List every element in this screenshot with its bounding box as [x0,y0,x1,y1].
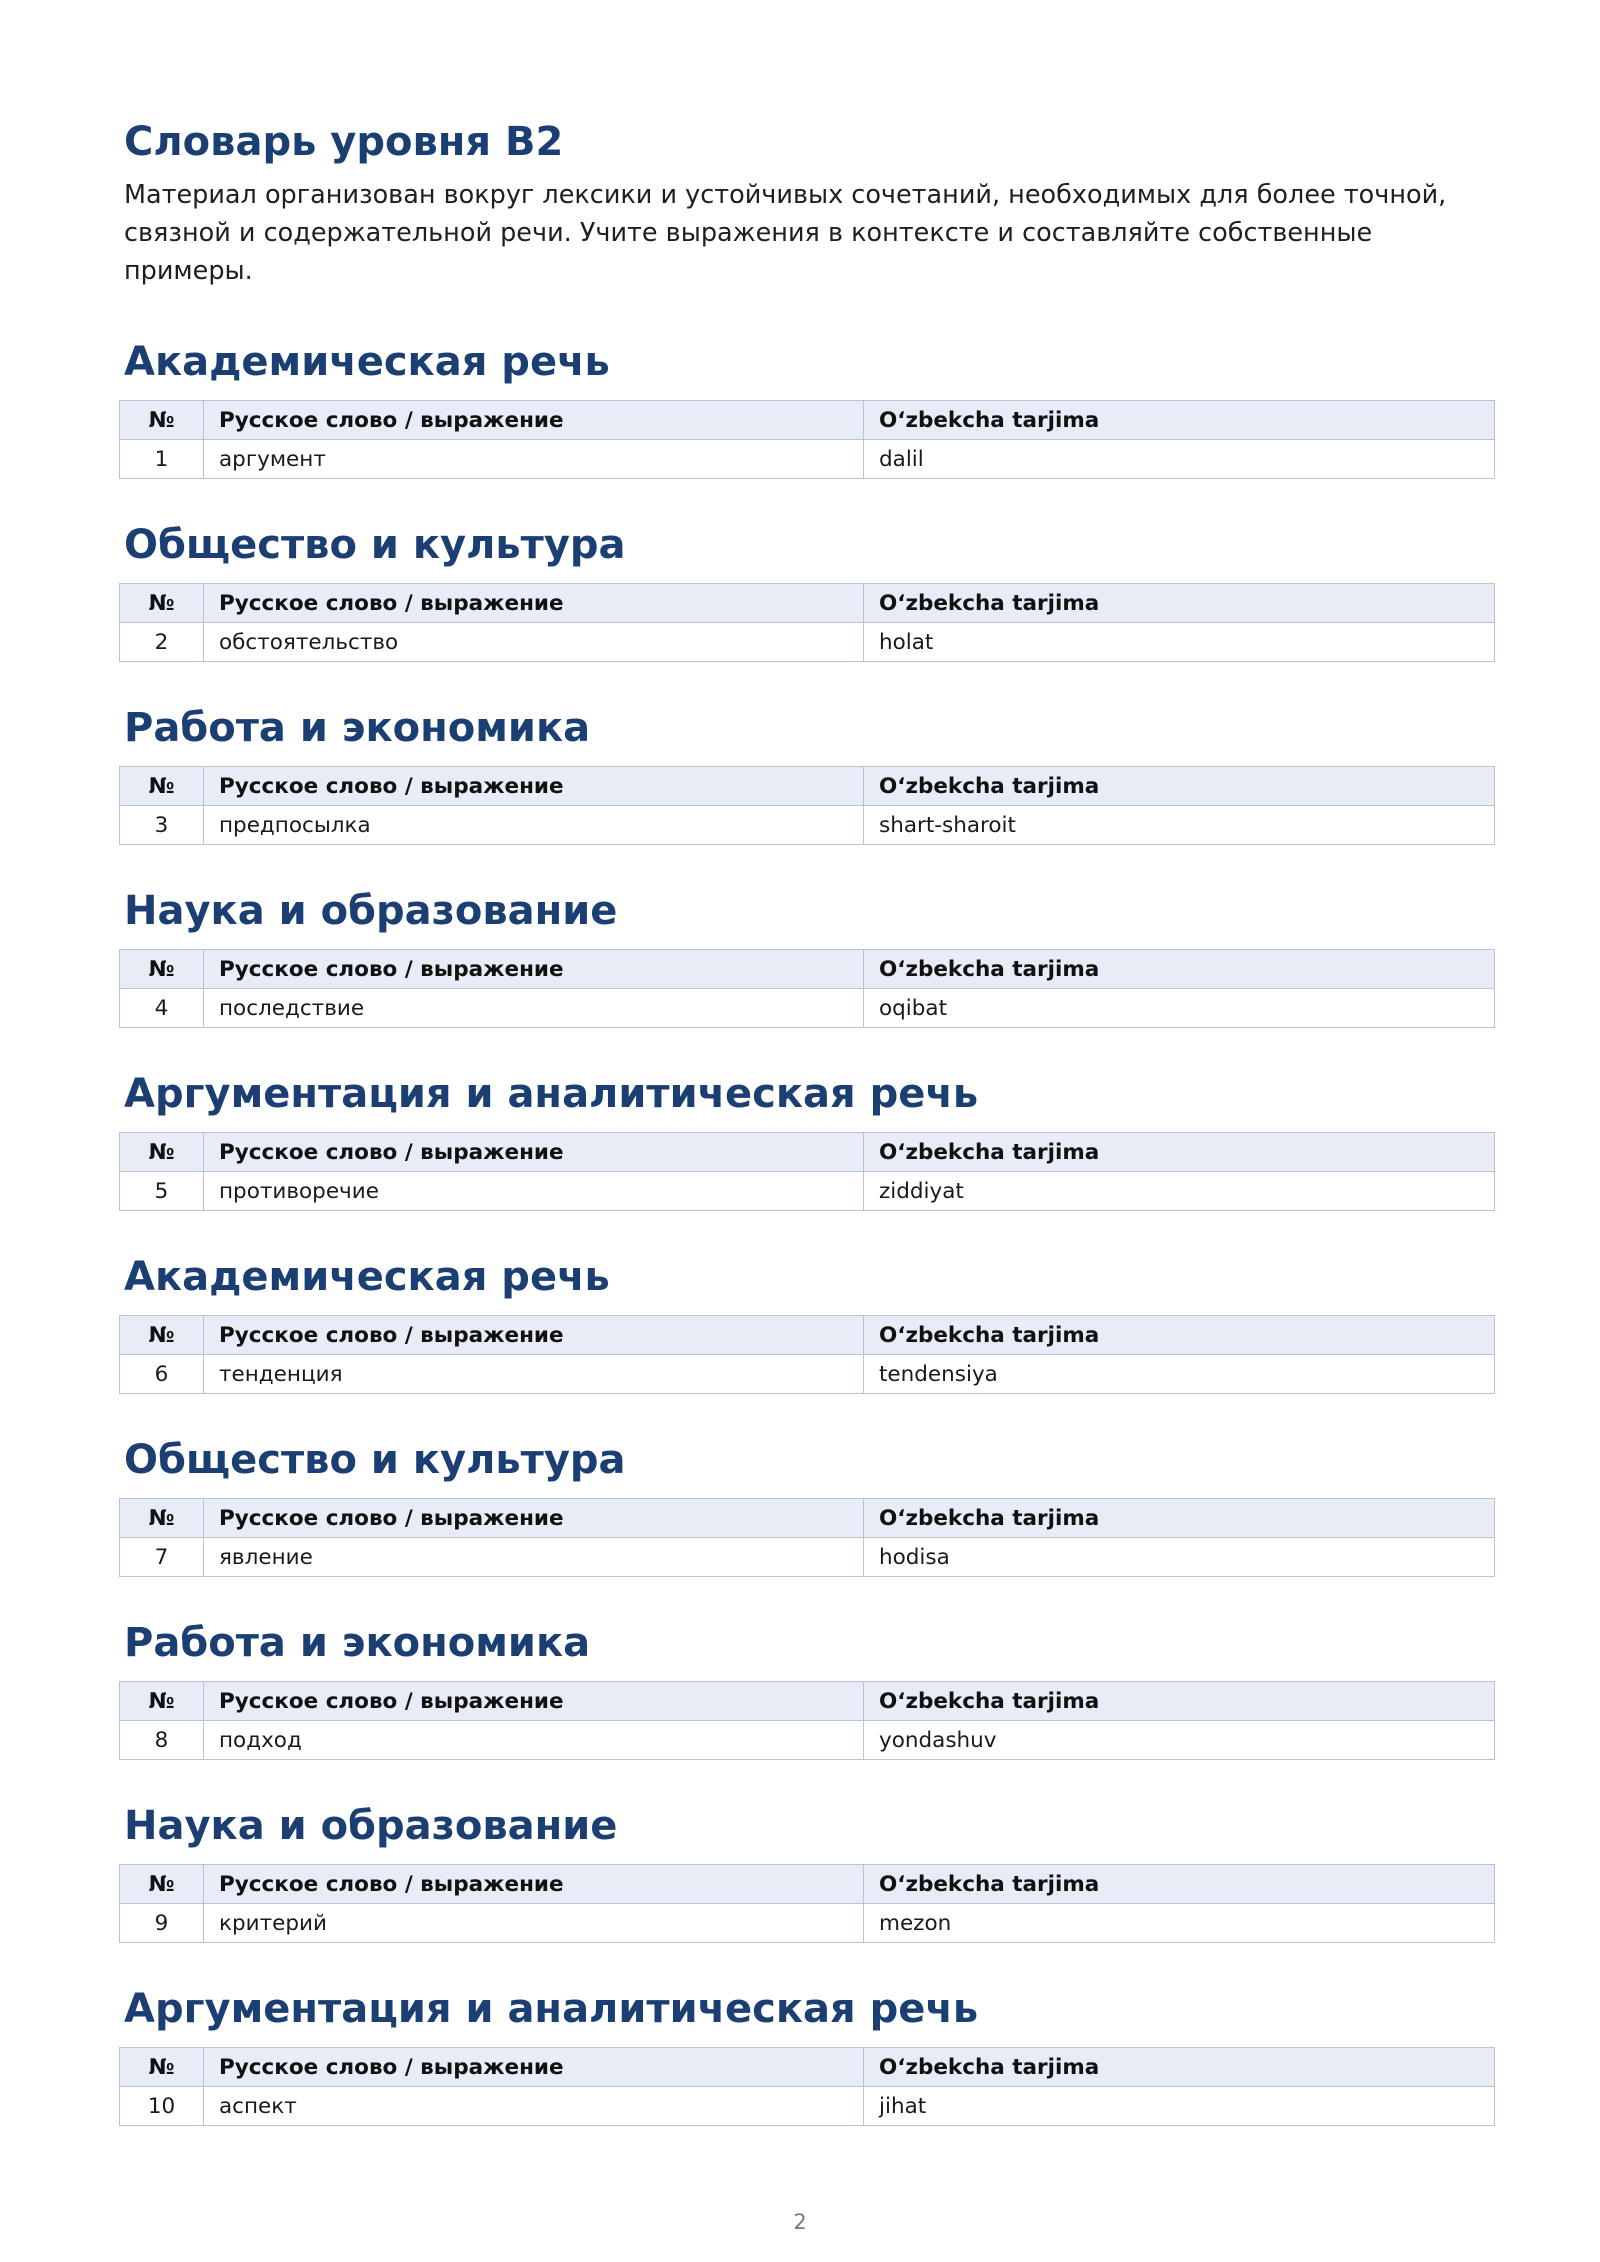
section-title: Работа и экономика [124,1620,591,1666]
number-column-header: № [120,950,204,989]
vocabulary-table [119,949,1495,1028]
vocabulary-section [124,1985,1494,2126]
entry-number: 6 [120,1355,204,1394]
vocabulary-section [124,1619,1494,1760]
uzbek-translation: shart-sharoit [864,806,1495,845]
russian-word: обстоятельство [204,623,864,662]
number-column-header: № [120,2048,204,2087]
number-column-header: № [120,767,204,806]
table-header-row [120,584,1495,623]
vocabulary-section [124,521,1494,662]
russian-column-header: Русское слово / выражение [204,2048,864,2087]
table-header-row [120,950,1495,989]
section-title: Академическая речь [124,1254,610,1300]
russian-word: критерий [204,1904,864,1943]
uzbek-column-header: Oʻzbekcha tarjima [864,1682,1495,1721]
uzbek-column-header: Oʻzbekcha tarjima [864,401,1495,440]
section-title: Аргументация и аналитическая речь [124,1986,979,2032]
vocabulary-section [124,704,1494,845]
uzbek-column-header: Oʻzbekcha tarjima [864,2048,1495,2087]
table-row [120,440,1495,479]
entry-number: 10 [120,2087,204,2126]
uzbek-column-header: Oʻzbekcha tarjima [864,1316,1495,1355]
uzbek-column-header: Oʻzbekcha tarjima [864,1133,1495,1172]
uzbek-column-header: Oʻzbekcha tarjima [864,1865,1495,1904]
entry-number: 5 [120,1172,204,1211]
table-row [120,1721,1495,1760]
vocabulary-table [119,1315,1495,1394]
vocabulary-section [124,887,1494,1028]
table-row [120,806,1495,845]
russian-column-header: Русское слово / выражение [204,1499,864,1538]
table-row [120,2087,1495,2126]
number-column-header: № [120,401,204,440]
section-title: Работа и экономика [124,705,591,751]
russian-word: подход [204,1721,864,1760]
uzbek-translation: ziddiyat [864,1172,1495,1211]
section-title: Общество и культура [124,522,626,568]
number-column-header: № [120,1865,204,1904]
entry-number: 8 [120,1721,204,1760]
russian-word: тенденция [204,1355,864,1394]
section-title: Общество и культура [124,1437,626,1483]
number-column-header: № [120,1316,204,1355]
intro-paragraph: Материал организован вокруг лексики и устойчивых сочетаний, необходимых для более точной, связной и содержательной речи. Учите выражения в контексте и составляйте собственные примеры. [124,180,1447,286]
vocabulary-table [119,1498,1495,1577]
russian-column-header: Русское слово / выражение [204,767,864,806]
uzbek-translation: tendensiya [864,1355,1495,1394]
section-title: Наука и образование [124,888,618,934]
page-title: Словарь уровня B2 [124,119,564,165]
russian-column-header: Русское слово / выражение [204,1133,864,1172]
table-header-row [120,1682,1495,1721]
russian-column-header: Русское слово / выражение [204,1682,864,1721]
russian-column-header: Русское слово / выражение [204,1865,864,1904]
entry-number: 4 [120,989,204,1028]
number-column-header: № [120,584,204,623]
uzbek-translation: yondashuv [864,1721,1495,1760]
russian-word: противоречие [204,1172,864,1211]
number-column-header: № [120,1499,204,1538]
uzbek-translation: holat [864,623,1495,662]
vocabulary-table [119,1681,1495,1760]
table-row [120,1172,1495,1211]
uzbek-column-header: Oʻzbekcha tarjima [864,1499,1495,1538]
vocabulary-table [119,766,1495,845]
number-column-header: № [120,1682,204,1721]
table-header-row [120,1499,1495,1538]
table-header-row [120,1865,1495,1904]
entry-number: 2 [120,623,204,662]
table-row [120,623,1495,662]
table-header-row [120,401,1495,440]
table-row [120,1355,1495,1394]
table-header-row [120,767,1495,806]
vocabulary-section [124,1253,1494,1394]
vocabulary-table [119,2047,1495,2126]
entry-number: 1 [120,440,204,479]
russian-column-header: Русское слово / выражение [204,1316,864,1355]
table-header-row [120,1316,1495,1355]
uzbek-translation: hodisa [864,1538,1495,1577]
russian-column-header: Русское слово / выражение [204,401,864,440]
russian-word: аргумент [204,440,864,479]
russian-column-header: Русское слово / выражение [204,584,864,623]
vocabulary-table [119,1132,1495,1211]
entry-number: 7 [120,1538,204,1577]
uzbek-translation: dalil [864,440,1495,479]
document-page [124,118,1494,2126]
vocabulary-section [124,1070,1494,1211]
entry-number: 9 [120,1904,204,1943]
uzbek-translation: oqibat [864,989,1495,1028]
vocabulary-table [119,1864,1495,1943]
russian-word: последствие [204,989,864,1028]
russian-word: предпосылка [204,806,864,845]
vocabulary-section [124,338,1494,479]
uzbek-column-header: Oʻzbekcha tarjima [864,584,1495,623]
vocabulary-sections [124,338,1494,2126]
vocabulary-table [119,400,1495,479]
table-row [120,989,1495,1028]
russian-word: аспект [204,2087,864,2126]
vocabulary-section [124,1436,1494,1577]
vocabulary-table [119,583,1495,662]
table-row [120,1538,1495,1577]
russian-word: явление [204,1538,864,1577]
uzbek-column-header: Oʻzbekcha tarjima [864,950,1495,989]
table-header-row [120,2048,1495,2087]
section-title: Академическая речь [124,339,610,385]
number-column-header: № [120,1133,204,1172]
entry-number: 3 [120,806,204,845]
table-row [120,1904,1495,1943]
uzbek-column-header: Oʻzbekcha tarjima [864,767,1495,806]
vocabulary-section [124,1802,1494,1943]
page-number: 2 [793,2210,807,2234]
uzbek-translation: jihat [864,2087,1495,2126]
uzbek-translation: mezon [864,1904,1495,1943]
russian-column-header: Русское слово / выражение [204,950,864,989]
section-title: Наука и образование [124,1803,618,1849]
table-header-row [120,1133,1495,1172]
section-title: Аргументация и аналитическая речь [124,1071,979,1117]
